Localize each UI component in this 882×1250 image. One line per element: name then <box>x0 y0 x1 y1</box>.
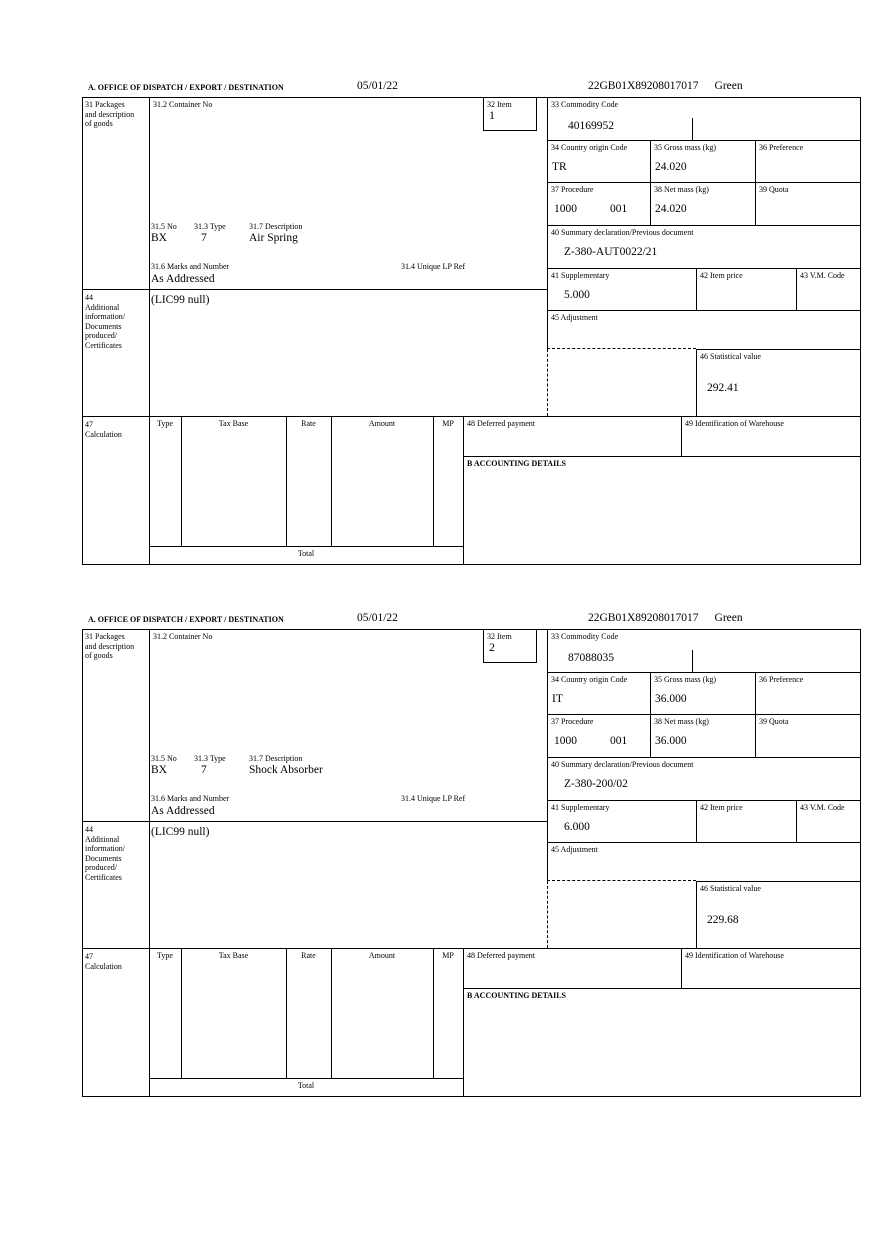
net-mass-value: 24.020 <box>655 203 687 215</box>
box38-label: 38 Net mass (kg) <box>654 185 709 194</box>
divider <box>149 630 150 1096</box>
box31-2-container-label: 31.2 Container No <box>153 100 213 109</box>
box31-packages-label: 31 Packages and description of goods <box>85 632 135 661</box>
box38-net-mass <box>650 715 756 758</box>
route-status: Green <box>714 80 743 92</box>
dispatch-date: 05/01/22 <box>357 80 398 92</box>
divider <box>149 98 150 564</box>
box33-commodity-code <box>547 98 860 141</box>
mrn-value: 22GB01X89208017017 <box>588 80 699 92</box>
commodity-code-value: 87088035 <box>568 652 614 664</box>
procedure-ext-value: 001 <box>610 203 628 215</box>
box38-label: 38 Net mass (kg) <box>654 717 709 726</box>
package-type-value: 7 <box>201 764 207 776</box>
package-no-value: BX <box>151 764 167 776</box>
divider <box>83 289 547 290</box>
declaration-item-2 <box>0 612 882 1112</box>
box33-commodity-code <box>547 630 860 673</box>
box31-packages-label: 31 Packages and description of goods <box>85 100 135 129</box>
box46-label: 46 Statistical value <box>700 884 761 893</box>
box34-label: 34 Country origin Code <box>551 675 628 684</box>
divider <box>681 948 682 988</box>
marks-and-number-value: As Addressed <box>151 273 215 285</box>
dashed-divider <box>547 881 548 948</box>
box44-number: 44 <box>85 825 93 834</box>
box35-label: 35 Gross mass (kg) <box>654 143 716 152</box>
statistical-value: 229.68 <box>707 914 739 926</box>
box43-vm-code <box>796 269 860 311</box>
procedure-ext-value: 001 <box>610 735 628 747</box>
box36-preference <box>755 673 860 715</box>
item-number-value: 1 <box>489 108 495 122</box>
box32-item <box>483 98 537 131</box>
country-origin-value: TR <box>552 161 567 173</box>
box34-country-origin <box>547 673 651 715</box>
box43-vm-code <box>796 801 860 843</box>
box47-calculation-label <box>85 420 137 439</box>
box44-text: Additional information/ Documents produced/ Certificates <box>85 834 125 882</box>
box42-label: 42 Item price <box>700 271 743 280</box>
box46-label: 46 Statistical value <box>700 352 761 361</box>
box35-gross-mass <box>650 673 756 715</box>
calc-total-label: Total <box>297 1081 315 1090</box>
box37-procedure <box>547 715 651 758</box>
box40-summary-declaration <box>547 226 860 269</box>
table-column-line <box>433 416 434 546</box>
box42-item-price <box>696 269 797 311</box>
office-of-dispatch-label: A. OFFICE OF DISPATCH / EXPORT / DESTINATION <box>88 83 284 92</box>
box44-additional-info-label <box>85 825 137 883</box>
box35-gross-mass <box>650 141 756 183</box>
box31-6-marks-label: 31.6 Marks and Number <box>151 794 230 803</box>
box49-warehouse-label: 49 Identification of Warehouse <box>685 951 784 960</box>
commodity-code-separator <box>692 118 693 140</box>
net-mass-value: 36.000 <box>655 735 687 747</box>
table-total-line <box>149 1078 463 1079</box>
table-column-line <box>331 416 332 546</box>
calc-total-label: Total <box>297 549 315 558</box>
table-right-line <box>463 416 464 564</box>
procedure-value: 1000 <box>554 735 577 747</box>
box36-label: 36 Preference <box>759 143 804 152</box>
calc-header-rate: Rate <box>301 419 316 428</box>
box45-label: 45 Adjustment <box>551 845 598 854</box>
declaration-reference <box>588 612 743 625</box>
box32-label: 32 Item <box>487 100 512 109</box>
box42-item-price <box>696 801 797 843</box>
accounting-details-label: B ACCOUNTING DETAILS <box>467 991 566 1000</box>
table-column-line <box>433 948 434 1078</box>
procedure-value: 1000 <box>554 203 577 215</box>
route-status: Green <box>714 612 743 624</box>
office-of-dispatch-label: A. OFFICE OF DISPATCH / EXPORT / DESTINATION <box>88 615 284 624</box>
box34-country-origin <box>547 141 651 183</box>
box40-label: 40 Summary declaration/Previous document <box>551 760 694 769</box>
supplementary-value: 5.000 <box>564 289 590 301</box>
calc-header-type: Type <box>157 951 173 960</box>
box31-5-no-label: 31.5 No <box>151 222 177 231</box>
table-column-line <box>286 416 287 546</box>
item-number-value: 2 <box>489 640 495 654</box>
box36-label: 36 Preference <box>759 675 804 684</box>
box31-7-description-label: 31.7 Description <box>249 754 303 763</box>
additional-info-value: (LIC99 null) <box>151 826 210 838</box>
table-column-line <box>181 948 182 1078</box>
country-origin-value: IT <box>552 693 563 705</box>
box35-label: 35 Gross mass (kg) <box>654 675 716 684</box>
package-type-value: 7 <box>201 232 207 244</box>
box33-label: 33 Commodity Code <box>551 100 619 109</box>
box33-label: 33 Commodity Code <box>551 632 619 641</box>
dashed-divider <box>547 349 548 416</box>
goods-description-value: Shock Absorber <box>249 764 323 776</box>
box41-label: 41 Supplementary <box>551 271 610 280</box>
box43-label: 43 V.M. Code <box>800 803 845 812</box>
box39-quota <box>755 715 860 758</box>
gross-mass-value: 24.020 <box>655 161 687 173</box>
box40-summary-declaration <box>547 758 860 801</box>
box42-label: 42 Item price <box>700 803 743 812</box>
commodity-code-value: 40169952 <box>568 120 614 132</box>
box49-warehouse-label: 49 Identification of Warehouse <box>685 419 784 428</box>
dashed-divider <box>547 880 696 881</box>
box41-label: 41 Supplementary <box>551 803 610 812</box>
box40-label: 40 Summary declaration/Previous document <box>551 228 694 237</box>
dispatch-date: 05/01/22 <box>357 612 398 624</box>
box45-label: 45 Adjustment <box>551 313 598 322</box>
box47-number: 47 <box>85 952 93 961</box>
box31-3-type-label: 31.3 Type <box>194 754 226 763</box>
box48-deferred-payment-label: 48 Deferred payment <box>467 951 535 960</box>
box31-7-description-label: 31.7 Description <box>249 222 303 231</box>
calc-header-mp: MP <box>442 419 454 428</box>
table-column-line <box>331 948 332 1078</box>
marks-and-number-value: As Addressed <box>151 805 215 817</box>
box48-deferred-payment-label: 48 Deferred payment <box>467 419 535 428</box>
table-column-line <box>286 948 287 1078</box>
box31-3-type-label: 31.3 Type <box>194 222 226 231</box>
calc-header-tax-base: Tax Base <box>218 419 249 428</box>
table-column-line <box>181 416 182 546</box>
divider <box>681 416 682 456</box>
box47-text: Calculation <box>85 429 122 439</box>
statistical-value: 292.41 <box>707 382 739 394</box>
declaration-item-1 <box>0 80 882 580</box>
box47-calculation-label <box>85 952 137 971</box>
supplementary-value: 6.000 <box>564 821 590 833</box>
commodity-code-separator <box>692 650 693 672</box>
calc-header-mp: MP <box>442 951 454 960</box>
box44-number: 44 <box>85 293 93 302</box>
calc-header-type: Type <box>157 419 173 428</box>
box38-net-mass <box>650 183 756 226</box>
gross-mass-value: 36.000 <box>655 693 687 705</box>
box31-2-container-label: 31.2 Container No <box>153 632 213 641</box>
box31-4-unique-lp-ref-label: 31.4 Unique LP Ref <box>401 794 466 803</box>
summary-declaration-value: Z-380-200/02 <box>564 778 628 790</box>
table-total-line <box>149 546 463 547</box>
box31-4-unique-lp-ref-label: 31.4 Unique LP Ref <box>401 262 466 271</box>
mrn-value: 22GB01X89208017017 <box>588 612 699 624</box>
box32-item <box>483 630 537 663</box>
goods-description-value: Air Spring <box>249 232 298 244</box>
box34-label: 34 Country origin Code <box>551 143 628 152</box>
box41-supplementary <box>547 801 697 843</box>
box46-statistical-value <box>696 349 860 417</box>
box39-label: 39 Quota <box>759 185 789 194</box>
calc-header-rate: Rate <box>301 951 316 960</box>
box37-label: 37 Procedure <box>551 717 594 726</box>
box31-6-marks-label: 31.6 Marks and Number <box>151 262 230 271</box>
box39-quota <box>755 183 860 226</box>
box44-additional-info-label <box>85 293 137 351</box>
box41-supplementary <box>547 269 697 311</box>
item-form-box <box>82 629 861 1097</box>
box45-adjustment <box>547 843 860 880</box>
divider <box>463 456 860 457</box>
summary-declaration-value: Z-380-AUT0022/21 <box>564 246 658 258</box>
box47-number: 47 <box>85 420 93 429</box>
additional-info-value: (LIC99 null) <box>151 294 210 306</box>
box37-procedure <box>547 183 651 226</box>
box36-preference <box>755 141 860 183</box>
box43-label: 43 V.M. Code <box>800 271 845 280</box>
dashed-divider <box>547 348 696 349</box>
box37-label: 37 Procedure <box>551 185 594 194</box>
calc-header-amount: Amount <box>368 419 396 428</box>
box44-text: Additional information/ Documents produced/ Certificates <box>85 302 125 350</box>
box32-label: 32 Item <box>487 632 512 641</box>
divider <box>463 988 860 989</box>
calc-header-tax-base: Tax Base <box>218 951 249 960</box>
box39-label: 39 Quota <box>759 717 789 726</box>
box45-adjustment <box>547 311 860 348</box>
table-right-line <box>463 948 464 1096</box>
declaration-reference <box>588 80 743 93</box>
box31-5-no-label: 31.5 No <box>151 754 177 763</box>
item-form-box <box>82 97 861 565</box>
box46-statistical-value <box>696 881 860 949</box>
box47-text: Calculation <box>85 961 122 971</box>
divider <box>83 821 547 822</box>
accounting-details-label: B ACCOUNTING DETAILS <box>467 459 566 468</box>
calc-header-amount: Amount <box>368 951 396 960</box>
package-no-value: BX <box>151 232 167 244</box>
